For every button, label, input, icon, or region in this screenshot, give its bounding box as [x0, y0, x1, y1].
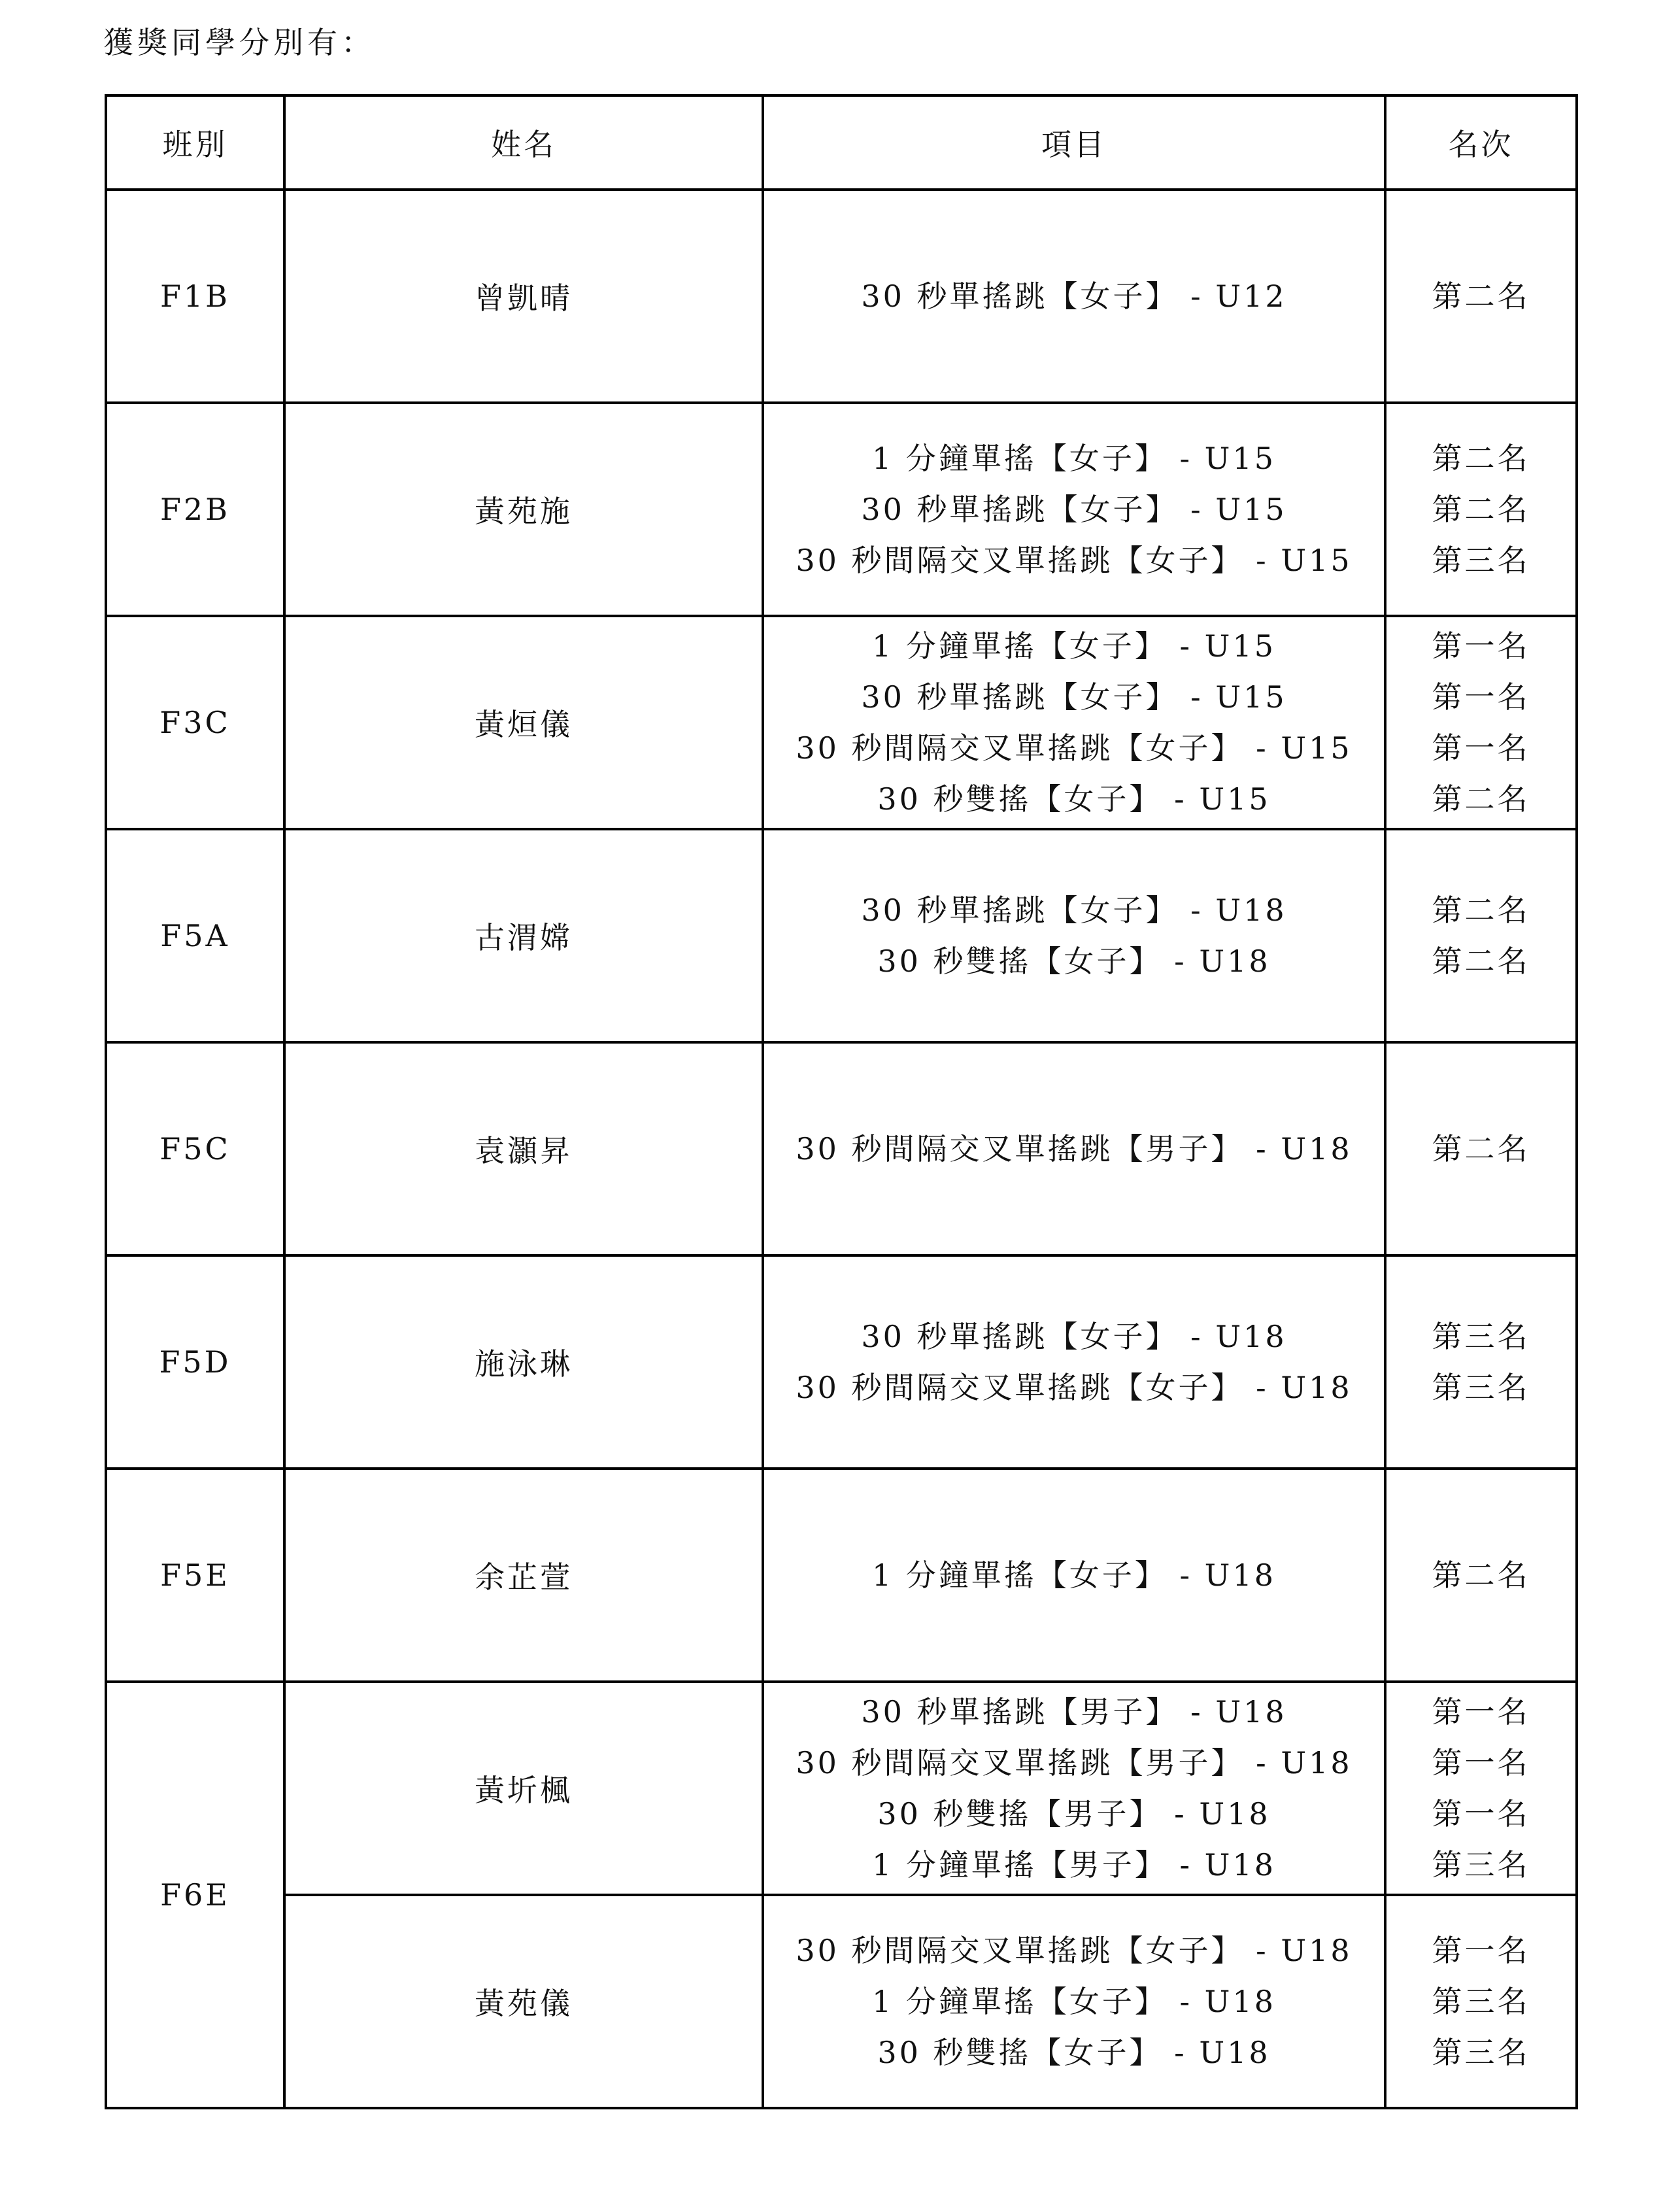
header-row — [106, 95, 1577, 190]
event-line: 30 秒單搖跳【女子】 - U18 — [861, 893, 1287, 928]
name-cell: 曾凱晴 — [284, 190, 763, 403]
rank-line: 第三名 — [1432, 1984, 1530, 2019]
header-event: 項目 — [763, 95, 1385, 190]
name-cell: 黃苑儀 — [284, 1895, 763, 2108]
rank-cell — [1385, 1895, 1577, 2108]
name-cell: 袁灝昇 — [284, 1042, 763, 1255]
event-cell — [763, 1469, 1385, 1682]
event-line: 30 秒雙搖【女子】 - U18 — [877, 2035, 1271, 2070]
table-row — [106, 1042, 1577, 1255]
event-cell — [763, 616, 1385, 829]
event-line: 30 秒間隔交叉單搖跳【男子】 - U18 — [796, 1745, 1352, 1780]
rank-line: 第三名 — [1432, 1319, 1530, 1354]
name-cell: 余芷萱 — [284, 1469, 763, 1682]
event-line: 30 秒雙搖【女子】 - U15 — [877, 781, 1271, 817]
header-rank: 名次 — [1385, 95, 1577, 190]
event-line: 1 分鐘單搖【女子】 - U18 — [872, 1558, 1276, 1593]
class-cell: F2B — [106, 403, 284, 616]
rank-cell — [1385, 190, 1577, 403]
name-cell: 黃圻楓 — [284, 1682, 763, 1895]
rank-cell — [1385, 1469, 1577, 1682]
rank-cell — [1385, 1255, 1577, 1469]
rank-line: 第二名 — [1432, 492, 1530, 527]
event-line: 30 秒間隔交叉單搖跳【女子】 - U18 — [796, 1370, 1352, 1405]
event-cell — [763, 1042, 1385, 1255]
rank-line: 第三名 — [1432, 1847, 1530, 1882]
event-line: 30 秒雙搖【男子】 - U18 — [877, 1796, 1271, 1831]
rank-line: 第三名 — [1432, 1370, 1530, 1405]
event-cell — [763, 829, 1385, 1042]
rank-line: 第三名 — [1432, 2035, 1530, 2070]
rank-line: 第二名 — [1432, 279, 1530, 314]
event-line: 30 秒間隔交叉單搖跳【女子】 - U15 — [796, 543, 1352, 578]
event-line: 30 秒間隔交叉單搖跳【男子】 - U18 — [796, 1131, 1352, 1167]
rank-line: 第二名 — [1432, 1558, 1530, 1593]
header-class: 班別 — [106, 95, 284, 190]
table-row — [106, 190, 1577, 403]
rank-line: 第一名 — [1432, 679, 1530, 715]
table-row — [106, 1469, 1577, 1682]
class-cell: F5C — [106, 1042, 284, 1255]
event-line: 30 秒間隔交叉單搖跳【女子】 - U18 — [796, 1933, 1352, 1968]
name-cell: 古渭嫦 — [284, 829, 763, 1042]
name-cell: 黃苑施 — [284, 403, 763, 616]
class-cell: F6E — [106, 1682, 284, 2108]
event-cell — [763, 1255, 1385, 1469]
event-cell — [763, 190, 1385, 403]
page-heading: 獲獎同學分別有： — [103, 25, 375, 60]
event-cell — [763, 403, 1385, 616]
rank-line: 第一名 — [1432, 628, 1530, 664]
rank-line: 第二名 — [1432, 944, 1530, 979]
event-line: 1 分鐘單搖【女子】 - U15 — [872, 441, 1276, 476]
rank-cell — [1385, 616, 1577, 829]
table-row — [106, 1255, 1577, 1469]
header-name: 姓名 — [284, 95, 763, 190]
event-line: 30 秒單搖跳【男子】 - U18 — [861, 1694, 1287, 1729]
rank-line: 第一名 — [1432, 730, 1530, 766]
event-line: 30 秒單搖跳【女子】 - U18 — [861, 1319, 1287, 1354]
class-cell: F5E — [106, 1469, 284, 1682]
class-cell: F1B — [106, 190, 284, 403]
rank-cell — [1385, 1042, 1577, 1255]
table-row — [106, 1682, 1577, 1895]
rank-line: 第一名 — [1432, 1933, 1530, 1968]
table-row — [106, 403, 1577, 616]
rank-cell — [1385, 1682, 1577, 1895]
rank-line: 第二名 — [1432, 1131, 1530, 1167]
name-cell: 黃烜儀 — [284, 616, 763, 829]
rank-line: 第一名 — [1432, 1796, 1530, 1831]
rank-line: 第二名 — [1432, 893, 1530, 928]
rank-cell — [1385, 829, 1577, 1042]
event-line: 30 秒間隔交叉單搖跳【女子】 - U15 — [796, 730, 1352, 766]
event-line: 30 秒單搖跳【女子】 - U12 — [861, 279, 1287, 314]
event-line: 1 分鐘單搖【女子】 - U18 — [872, 1984, 1276, 2019]
class-cell: F5D — [106, 1255, 284, 1469]
rank-line: 第三名 — [1432, 543, 1530, 578]
table-row — [106, 829, 1577, 1042]
rank-cell — [1385, 403, 1577, 616]
event-line: 1 分鐘單搖【男子】 - U18 — [872, 1847, 1276, 1882]
event-line: 30 秒單搖跳【女子】 - U15 — [861, 492, 1287, 527]
event-line: 30 秒單搖跳【女子】 - U15 — [861, 679, 1287, 715]
table-row — [106, 616, 1577, 829]
rank-line: 第二名 — [1432, 441, 1530, 476]
event-line: 1 分鐘單搖【女子】 - U15 — [872, 628, 1276, 664]
awards-table — [105, 94, 1578, 2109]
rank-line: 第二名 — [1432, 781, 1530, 817]
class-cell: F5A — [106, 829, 284, 1042]
class-cell: F3C — [106, 616, 284, 829]
name-cell: 施泳琳 — [284, 1255, 763, 1469]
event-cell — [763, 1895, 1385, 2108]
event-line: 30 秒雙搖【女子】 - U18 — [877, 944, 1271, 979]
event-cell — [763, 1682, 1385, 1895]
rank-line: 第一名 — [1432, 1745, 1530, 1780]
rank-line: 第一名 — [1432, 1694, 1530, 1729]
table-row — [106, 1895, 1577, 2108]
